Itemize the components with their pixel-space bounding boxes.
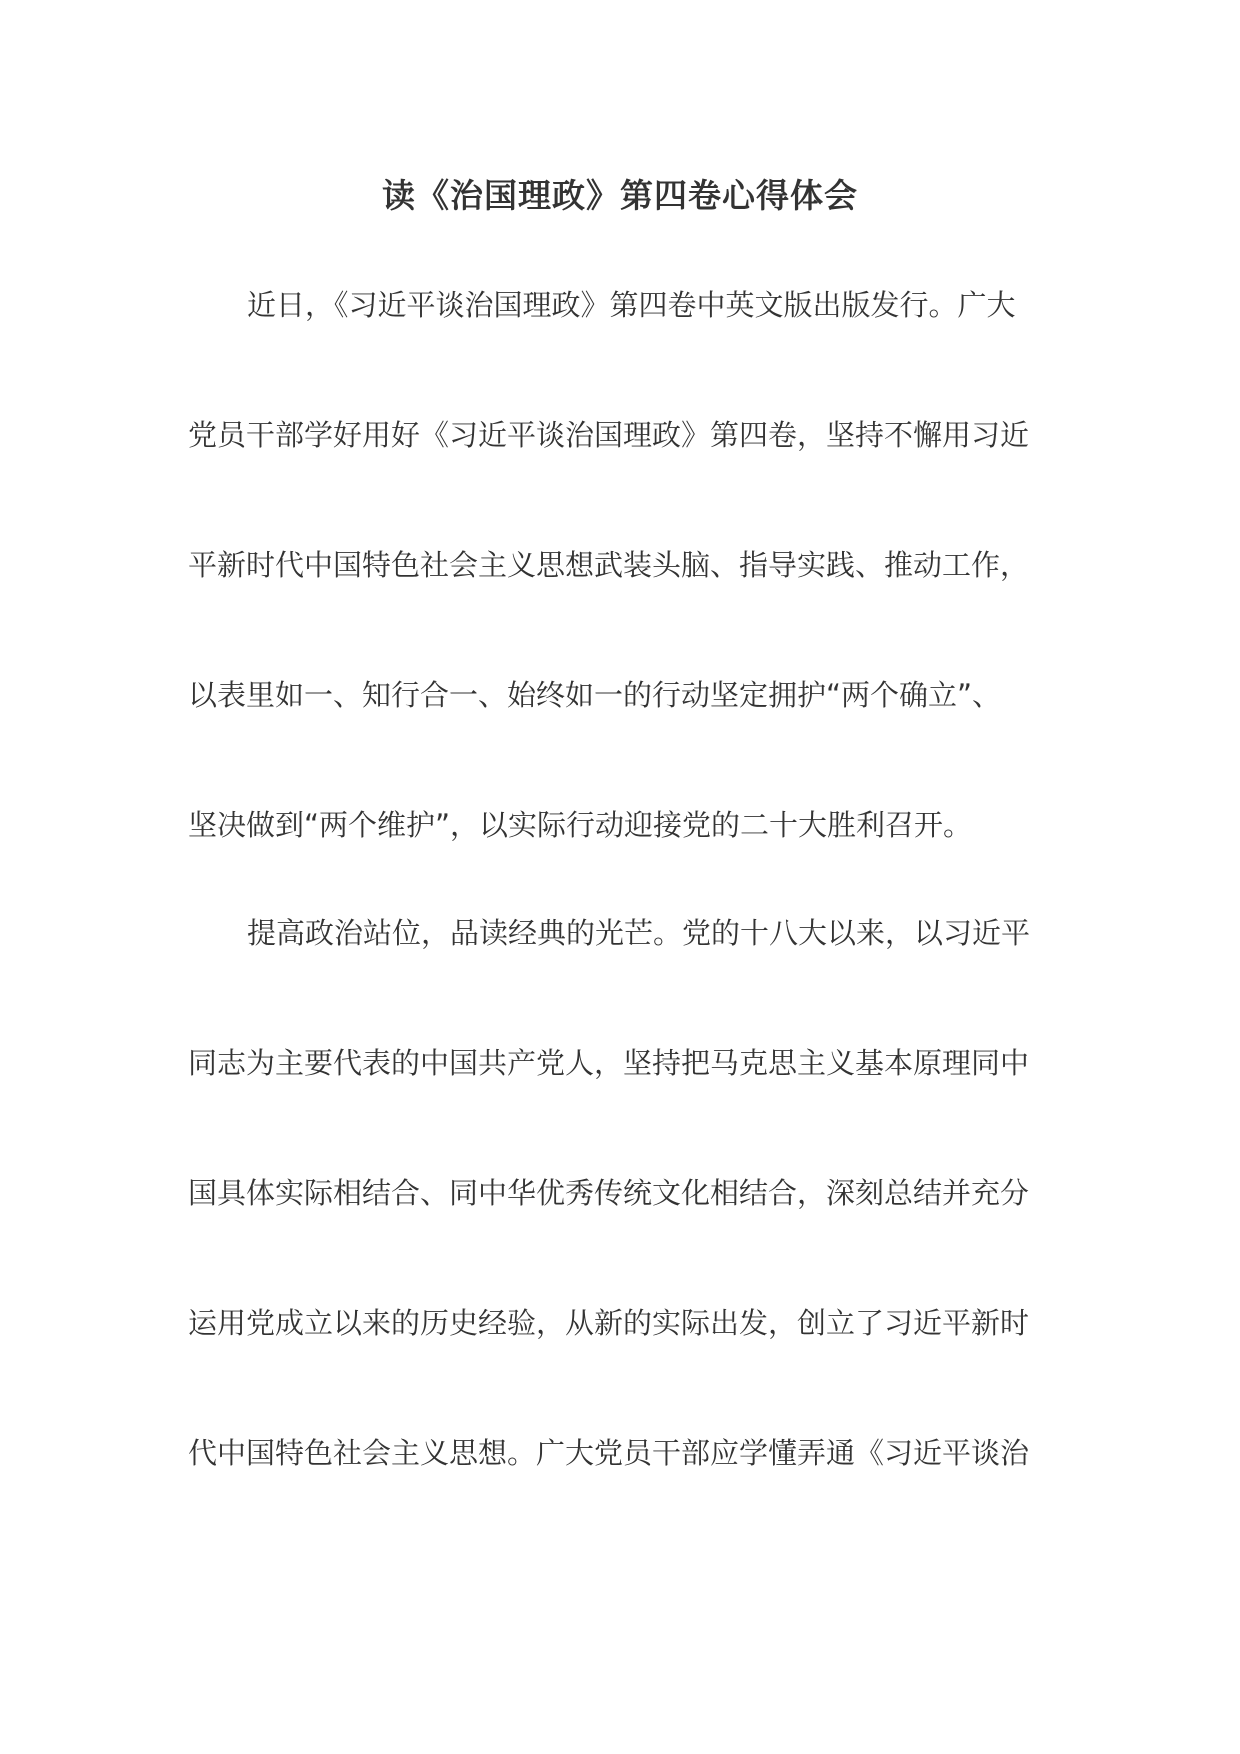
paragraph-line: 提高政治站位，品读经典的光芒。党的十八大以来，以习近平	[247, 916, 1031, 950]
paragraph-line: 党员干部学好用好《习近平谈治国理政》第四卷，坚持不懈用习近	[188, 418, 1030, 452]
paragraph-line: 近日，《习近平谈治国理政》第四卷中英文版出版发行。广大	[247, 288, 1016, 322]
paragraph-line: 同志为主要代表的中国共产党人，坚持把马克思主义基本原理同中	[188, 1046, 1030, 1080]
paragraph-line: 平新时代中国特色社会主义思想武装头脑、指导实践、推动工作，	[188, 548, 1030, 582]
paragraph-line: 国具体实际相结合、同中华优秀传统文化相结合，深刻总结并充分	[188, 1176, 1030, 1210]
paragraph-line: 以表里如一、知行合一、始终如一的行动坚定拥护“两个确立”、	[188, 678, 1002, 712]
paragraph-line: 运用党成立以来的历史经验，从新的实际出发，创立了习近平新时	[188, 1306, 1030, 1340]
paragraph-line: 代中国特色社会主义思想。广大党员干部应学懂弄通《习近平谈治	[188, 1436, 1030, 1470]
paragraph-line: 坚决做到“两个维护”，以实际行动迎接党的二十大胜利召开。	[188, 808, 973, 842]
document-title: 读《治国理政》第四卷心得体会	[382, 176, 858, 215]
